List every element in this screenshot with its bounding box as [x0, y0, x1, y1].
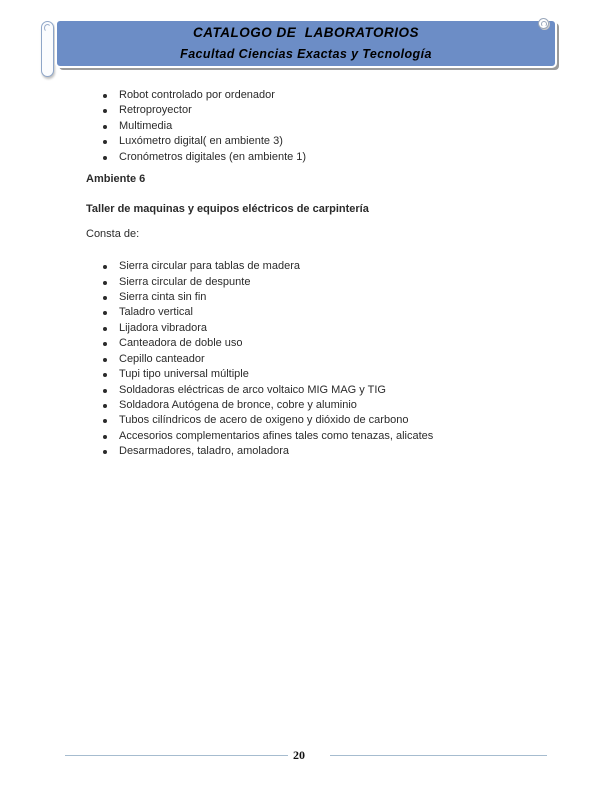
- scroll-roll-icon: [41, 21, 54, 77]
- list-item-label: Soldadoras eléctricas de arco voltaico MIG MAG y TIG: [119, 383, 386, 396]
- header-banner: [41, 14, 567, 78]
- equipment-list-2: [86, 259, 562, 459]
- list-item: [86, 444, 562, 459]
- list-item: [86, 352, 562, 367]
- bullet-icon: [103, 94, 107, 98]
- list-item-label: Taladro vertical: [119, 306, 193, 319]
- list-item: [86, 413, 562, 428]
- list-item-label: Cronómetros digitales (en ambiente 1): [119, 150, 307, 163]
- list-item: [86, 398, 562, 413]
- list-item: [86, 367, 562, 382]
- equipment-list-1: [86, 88, 562, 165]
- list-item: [86, 134, 562, 149]
- bullet-icon: [103, 373, 107, 377]
- list-item-label: Sierra circular de despunte: [119, 275, 251, 288]
- page-content: [86, 85, 562, 460]
- bullet-icon: [103, 450, 107, 454]
- list-item: [86, 290, 562, 305]
- bullet-icon: [103, 311, 107, 315]
- intro-text: Consta de:: [86, 227, 140, 240]
- list-item-label: Sierra circular para tablas de madera: [119, 260, 300, 273]
- list-item-label: Lijadora vibradora: [119, 321, 208, 334]
- banner-subtitle: Facultad Ciencias Exactas y Tecnología: [180, 47, 432, 61]
- list-item: [86, 275, 562, 290]
- list-item-label: Multimedia: [119, 119, 173, 132]
- bullet-icon: [103, 140, 107, 144]
- list-item-label: Soldadora Autógena de bronce, cobre y aluminio: [119, 398, 357, 411]
- heading-taller: Taller de maquinas y equipos eléctricos de carpintería: [86, 203, 369, 216]
- list-item-label: Retroproyector: [119, 104, 192, 117]
- list-item-label: Accesorios complementarios afines tales como tenazas, alicates: [119, 429, 434, 442]
- list-item: [86, 321, 562, 336]
- bullet-icon: [103, 419, 107, 423]
- list-item: [86, 88, 562, 103]
- list-item-label: Cepillo canteador: [119, 352, 205, 365]
- bullet-icon: [103, 281, 107, 285]
- footer-rule-left: [65, 755, 288, 756]
- banner-title: CATALOGO DE LABORATORIOS: [193, 25, 419, 40]
- bullet-icon: [103, 327, 107, 331]
- list-item-label: Tupi tipo universal múltiple: [119, 368, 249, 381]
- scroll-curl-icon: [538, 18, 549, 29]
- list-item: [86, 383, 562, 398]
- bullet-icon: [103, 435, 107, 439]
- list-item-label: Luxómetro digital( en ambiente 3): [119, 135, 283, 148]
- bullet-icon: [103, 109, 107, 113]
- bullet-icon: [103, 389, 107, 393]
- list-item: [86, 150, 562, 165]
- list-item: [86, 259, 562, 274]
- list-item-label: Desarmadores, taladro, amoladora: [119, 445, 289, 458]
- page-footer: [0, 747, 612, 767]
- list-item-label: Sierra cinta sin fin: [119, 291, 207, 304]
- footer-rule-right: [330, 755, 547, 756]
- footer-page-number: 20: [293, 748, 305, 762]
- bullet-icon: [103, 125, 107, 129]
- list-item: [86, 119, 562, 134]
- list-item-label: Canteadora de doble uso: [119, 337, 243, 350]
- bullet-icon: [103, 296, 107, 300]
- list-item: [86, 103, 562, 118]
- bullet-icon: [103, 265, 107, 269]
- list-item: [86, 305, 562, 320]
- banner-box: [55, 19, 557, 68]
- list-item-label: Robot controlado por ordenador: [119, 89, 275, 101]
- list-item-label: Tubos cilíndricos de acero de oxigeno y dióxido de carbono: [119, 414, 409, 427]
- heading-ambiente: Ambiente 6: [86, 173, 146, 186]
- list-item: [86, 336, 562, 351]
- bullet-icon: [103, 156, 107, 160]
- bullet-icon: [103, 342, 107, 346]
- bullet-icon: [103, 404, 107, 408]
- bullet-icon: [103, 358, 107, 362]
- list-item: [86, 429, 562, 444]
